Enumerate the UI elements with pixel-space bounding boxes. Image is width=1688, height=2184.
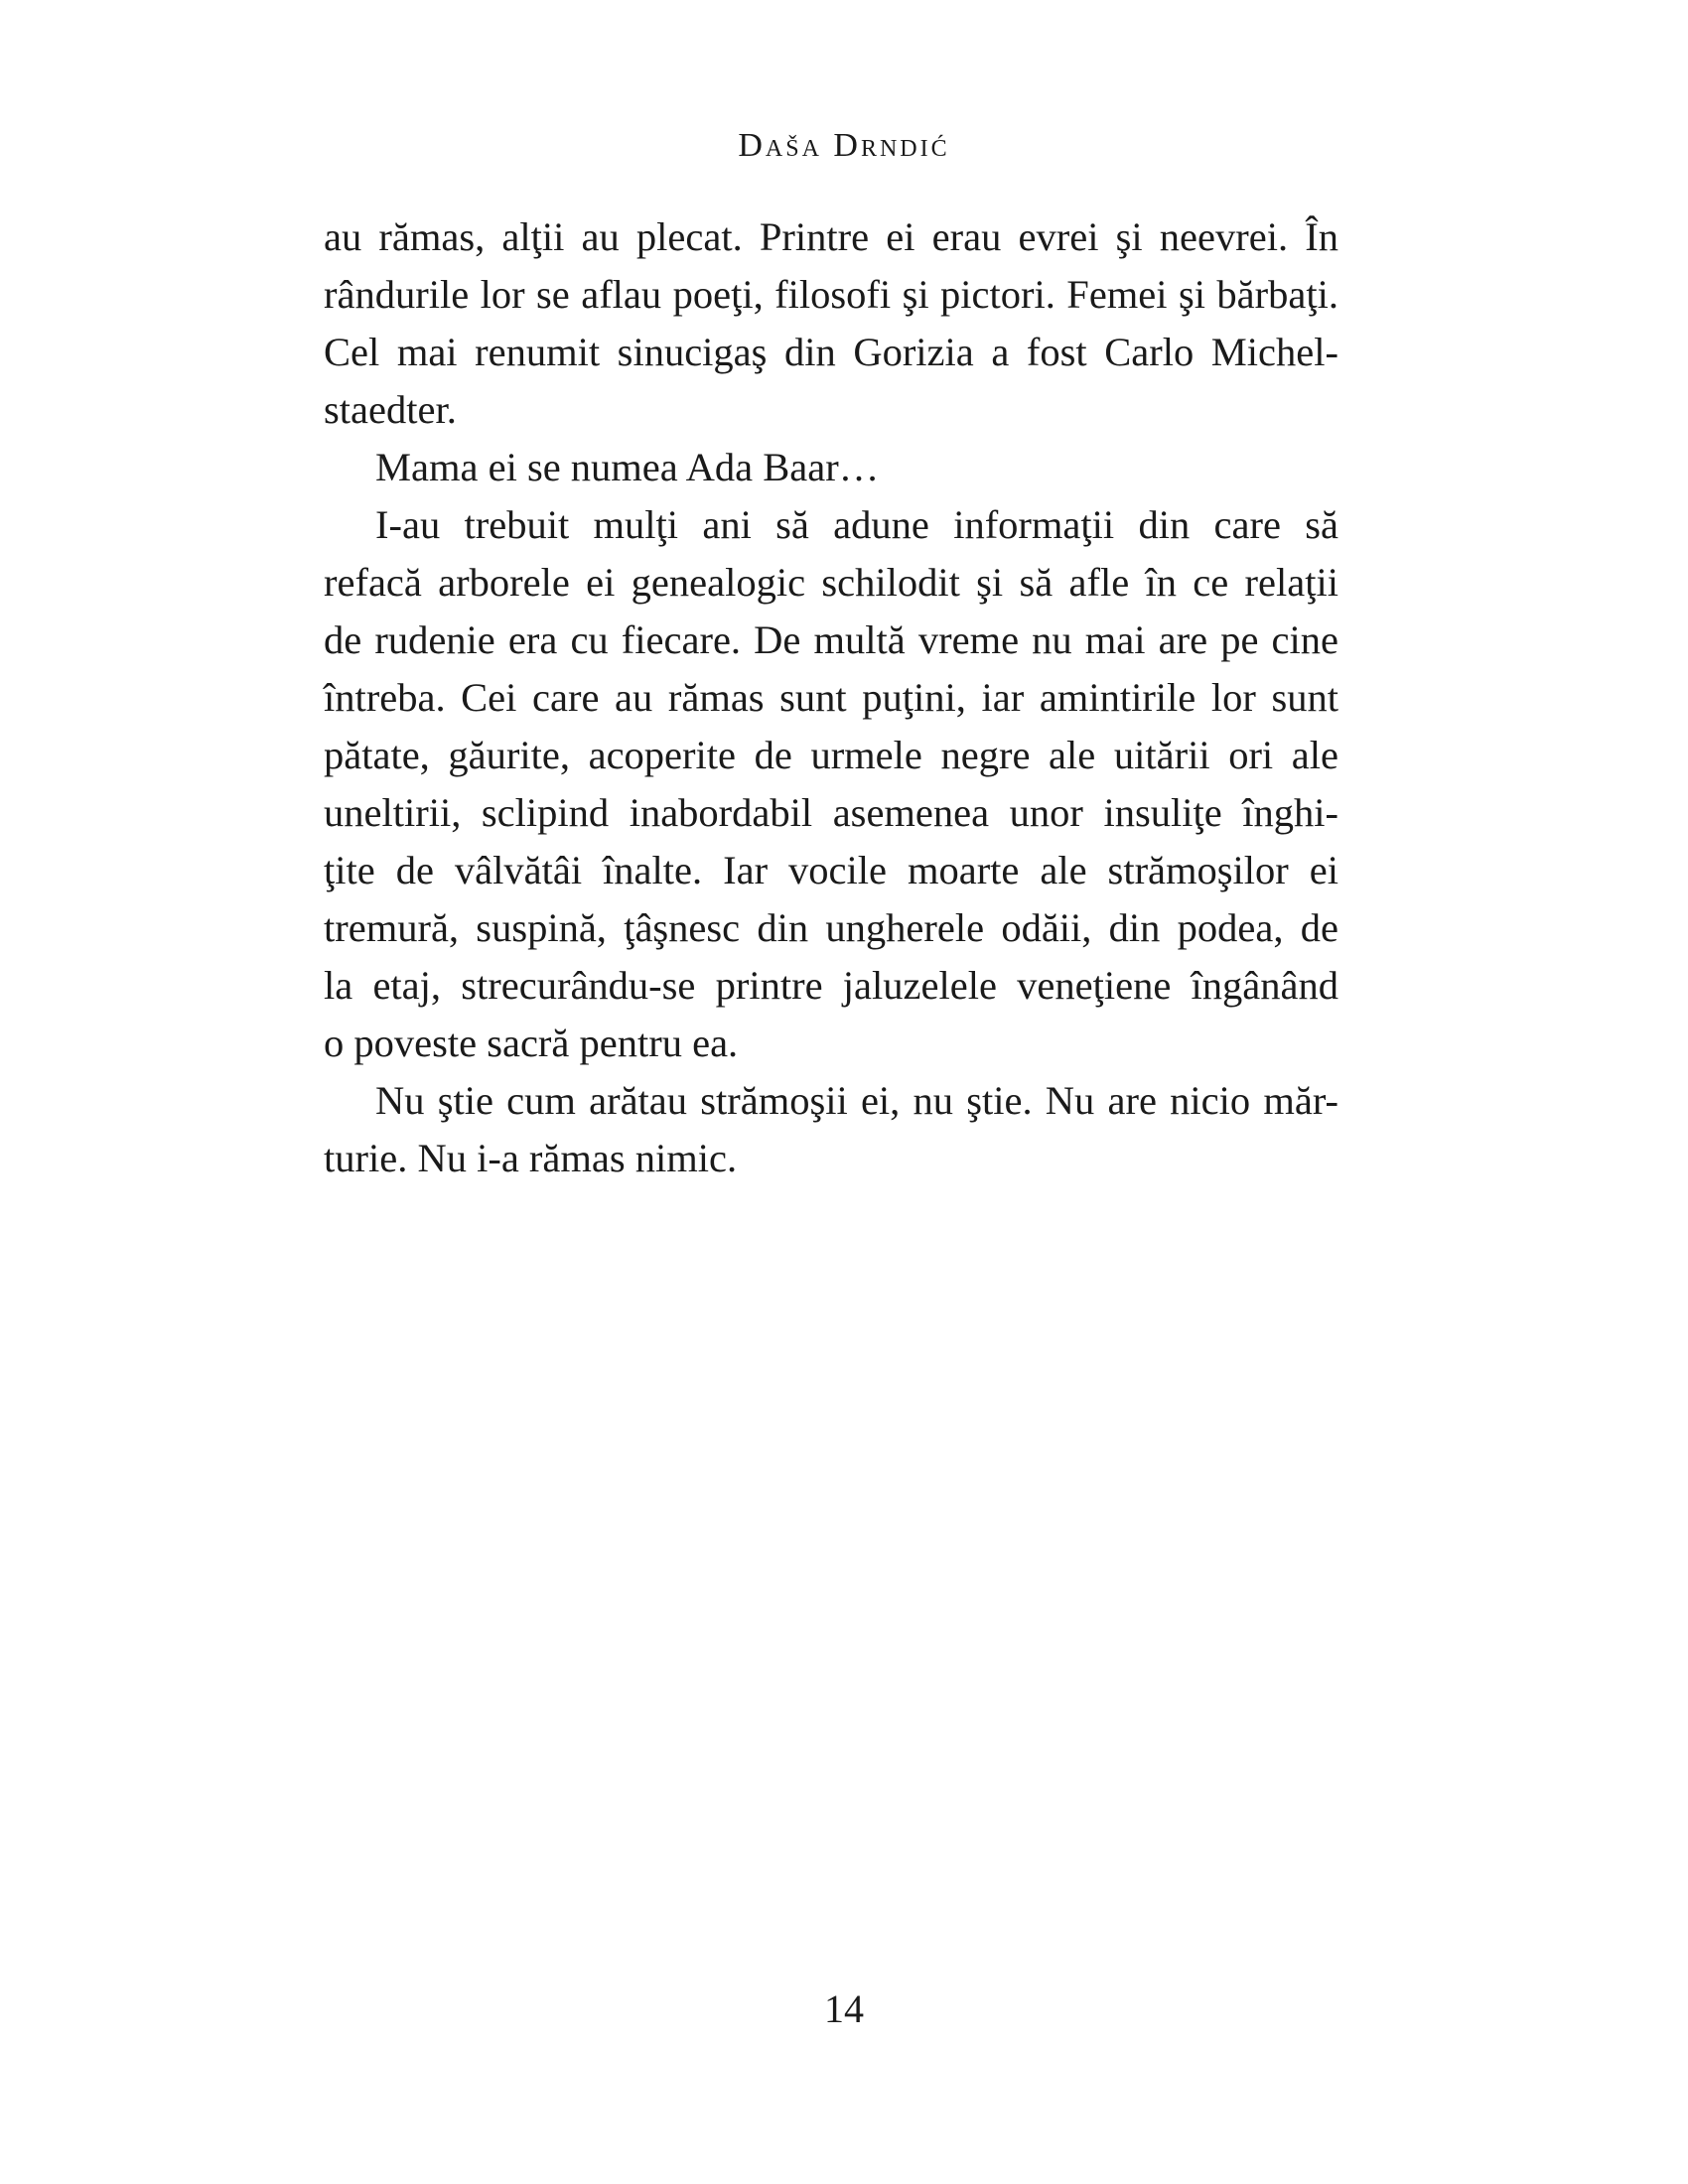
text-line: o poveste sacră pentru ea. <box>324 1021 739 1065</box>
page-number: 14 <box>824 1986 864 2031</box>
text-line: pătate, găurite, acoperite de urmele negre ale uitării ori ale <box>324 733 1338 777</box>
running-head-author: Daša Drndić <box>738 127 950 164</box>
text-line: de rudenie era cu fiecare. De multă vreme nu mai are pe cine <box>324 617 1338 662</box>
text-line: refacă arborele ei genealogic schilodit şi să afle în ce relaţii <box>324 560 1338 605</box>
text-line: ţite de vâlvătâi înalte. Iar vocile moarte ale strămoşilor ei <box>324 848 1338 892</box>
text-line: tremură, suspină, ţâşnesc din ungherele odăii, din podea, de <box>324 905 1338 950</box>
text-line: staedter. <box>324 387 457 432</box>
text-line: uneltirii, sclipind inabordabil asemenea unor insuliţe înghi- <box>324 790 1338 835</box>
text-line: au rămas, alţii au plecat. Printre ei erau evrei şi neevrei. În <box>324 214 1338 259</box>
text-line: la etaj, strecurându-se printre jaluzelele veneţiene îngânând <box>324 963 1338 1008</box>
body-text <box>324 208 1338 1187</box>
text-line: Mama ei se numea Ada Baar… <box>375 445 880 489</box>
text-line: Cel mai renumit sinucigaş din Gorizia a fost Carlo Michel- <box>324 330 1338 374</box>
text-line: întreba. Cei care au rămas sunt puţini, iar amintirile lor sunt <box>324 675 1338 720</box>
text-line: turie. Nu i-a rămas nimic. <box>324 1136 738 1180</box>
text-line: I-au trebuit mulţi ani să adune informaţii din care să <box>375 502 1338 547</box>
text-line: rândurile lor se aflau poeţi, filosofi şi pictori. Femei şi bărbaţi. <box>324 272 1338 317</box>
text-line: Nu ştie cum arătau strămoşii ei, nu ştie. Nu are nicio măr- <box>375 1078 1338 1123</box>
